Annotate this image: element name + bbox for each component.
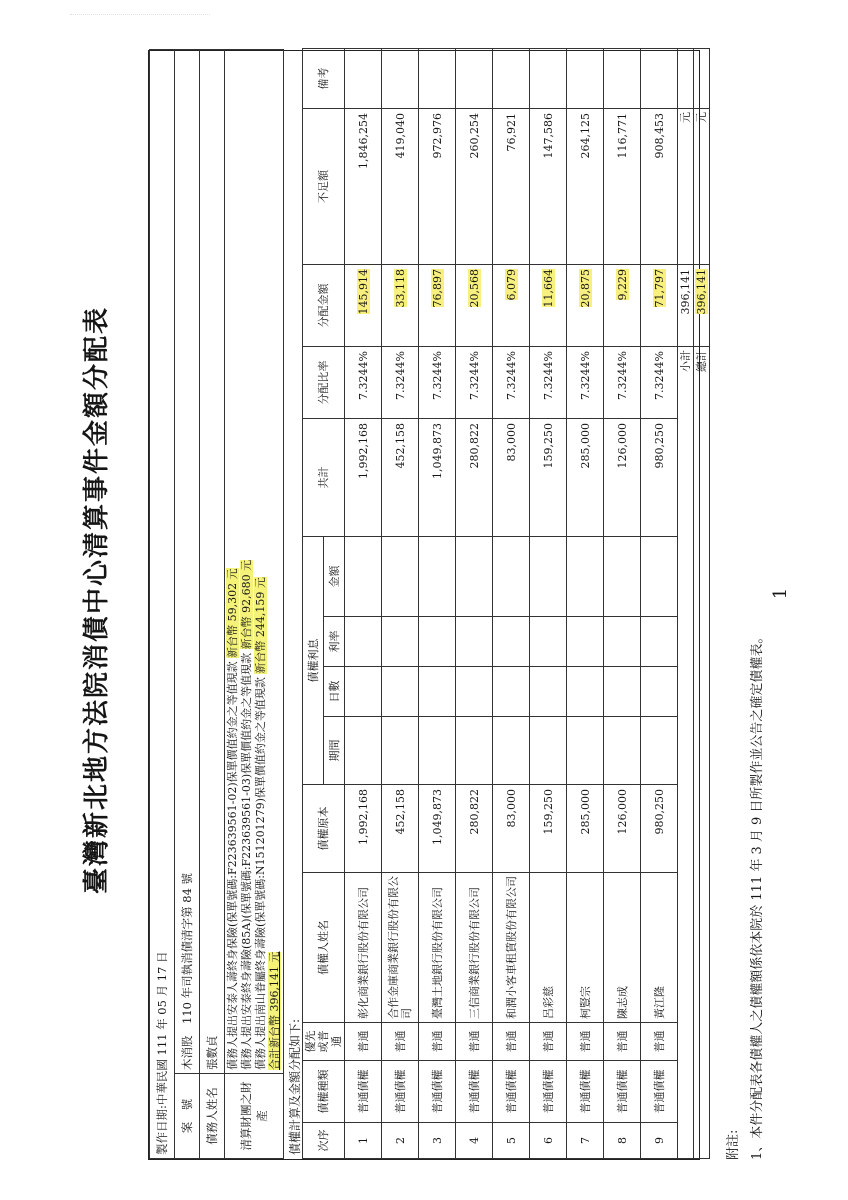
row-note	[456, 49, 493, 109]
row-dist-value: 6,079	[504, 269, 518, 301]
row-creditor: 和潤小客車租賃股份有限公司	[493, 873, 530, 1023]
row-priority: 普通	[530, 1023, 567, 1061]
asset-line-3	[254, 53, 268, 1070]
row-dist-value: 11,664	[541, 269, 555, 308]
row-rate	[493, 617, 530, 667]
col-principal: 債權原本	[303, 785, 345, 873]
grandtotal-dist-value: 396,141	[695, 269, 708, 315]
table-row	[567, 49, 604, 1159]
col-amount: 金額	[324, 537, 345, 617]
row-days	[382, 667, 419, 717]
row-ratio: 7.3244%	[493, 347, 530, 419]
row-rate	[567, 617, 604, 667]
row-period	[456, 717, 493, 785]
row-type: 普通債權	[456, 1061, 493, 1123]
row-ratio: 7.3244%	[604, 347, 641, 419]
row-note	[641, 49, 678, 109]
row-period	[604, 717, 641, 785]
row-creditor: 柯豎宗	[567, 873, 604, 1023]
row-dist	[493, 265, 530, 347]
row-rate	[456, 617, 493, 667]
row-dist-value: 71,797	[652, 269, 666, 308]
appendix-label: 附註:	[726, 1129, 741, 1160]
row-shortfall: 908,453	[641, 109, 678, 265]
row-days	[530, 667, 567, 717]
row-ratio: 7.3244%	[382, 347, 419, 419]
subtotal-label: 小計	[678, 347, 694, 1159]
row-priority: 普通	[345, 1023, 382, 1061]
grandtotal-label: 總計	[694, 347, 710, 1159]
row-rate	[345, 617, 382, 667]
assets-list	[225, 50, 284, 1074]
row-dist	[567, 265, 604, 347]
row-principal: 126,000	[604, 785, 641, 873]
row-days	[604, 667, 641, 717]
footer-notes	[722, 631, 770, 1160]
row-type: 普通債權	[567, 1061, 604, 1123]
row-dist	[456, 265, 493, 347]
subtotal-note	[678, 49, 694, 109]
col-type: 債權種類	[303, 1061, 345, 1123]
row-total: 1,992,168	[345, 419, 382, 537]
row-days	[641, 667, 678, 717]
date-row	[150, 50, 175, 1159]
row-amount	[456, 537, 493, 617]
row-days	[493, 667, 530, 717]
table-row	[604, 49, 641, 1159]
debtor-name: 張數貞	[200, 50, 225, 1074]
grandtotal-unit: 元	[694, 109, 710, 265]
row-dist	[345, 265, 382, 347]
row-priority: 普通	[382, 1023, 419, 1061]
table-row	[530, 49, 567, 1159]
row-principal: 83,000	[493, 785, 530, 873]
row-type: 普通債權	[641, 1061, 678, 1123]
row-no: 7	[567, 1123, 604, 1159]
row-shortfall: 116,771	[604, 109, 641, 265]
col-period: 期間	[324, 717, 345, 785]
row-total: 980,250	[641, 419, 678, 537]
row-note	[530, 49, 567, 109]
asset-amount: 新台幣 244,159 元	[254, 577, 267, 674]
table-row	[493, 49, 530, 1159]
row-ratio: 7.3244%	[345, 347, 382, 419]
row-principal: 1,992,168	[345, 785, 382, 873]
grandtotal-row	[694, 49, 710, 1159]
row-amount	[567, 537, 604, 617]
col-no: 次序	[303, 1123, 345, 1159]
row-creditor: 三信商業銀行股份有限公司	[456, 873, 493, 1023]
table-row	[382, 49, 419, 1159]
row-creditor: 合作金庫商業銀行股份有限公司	[382, 873, 419, 1023]
row-days	[419, 667, 456, 717]
asset-line-2	[240, 53, 254, 1070]
row-ratio: 7.3244%	[530, 347, 567, 419]
asset-total-line	[268, 53, 282, 1070]
col-creditor: 債權人姓名	[303, 873, 345, 1023]
row-creditor: 黃江隆	[641, 873, 678, 1023]
row-dist	[604, 265, 641, 347]
row-no: 4	[456, 1123, 493, 1159]
debtor-label: 債務人姓名	[200, 1074, 225, 1159]
row-rate	[530, 617, 567, 667]
row-period	[493, 717, 530, 785]
row-no: 2	[382, 1123, 419, 1159]
grandtotal-note	[694, 49, 710, 109]
col-interest-group: 債權利息	[303, 537, 324, 785]
row-priority: 普通	[493, 1023, 530, 1061]
row-priority: 普通	[567, 1023, 604, 1061]
asset-amount: 新台幣 59,302 元	[226, 568, 239, 658]
row-principal: 280,822	[456, 785, 493, 873]
date-label: 製作日期:中華民國	[155, 1059, 169, 1155]
row-principal: 159,250	[530, 785, 567, 873]
asset-amount: 新台幣 92,680 元	[240, 559, 253, 650]
row-ratio: 7.3244%	[567, 347, 604, 419]
row-amount	[604, 537, 641, 617]
col-shortfall: 不足額	[303, 109, 345, 265]
row-dist-value: 76,897	[430, 269, 444, 308]
row-shortfall: 1,846,254	[345, 109, 382, 265]
assets-label: 清算財團之財產	[225, 1074, 284, 1159]
row-no: 3	[419, 1123, 456, 1159]
row-total: 126,000	[604, 419, 641, 537]
document-title: 臺灣新北地方法院消債中心清算事件金額分配表	[82, 306, 112, 895]
row-amount	[493, 537, 530, 617]
section-label: 債權計算及金額分配如下:	[288, 1018, 302, 1155]
date-value: 111 年 05 月 17 日	[155, 951, 169, 1056]
col-days: 日數	[324, 667, 345, 717]
row-days	[567, 667, 604, 717]
row-note	[382, 49, 419, 109]
row-amount	[530, 537, 567, 617]
distribution-table	[302, 48, 710, 1159]
row-dist	[419, 265, 456, 347]
row-days	[345, 667, 382, 717]
row-creditor: 臺灣土地銀行股份有限公司	[419, 873, 456, 1023]
row-total: 285,000	[567, 419, 604, 537]
col-ratio: 分配比率	[303, 347, 345, 419]
table-frame	[148, 50, 708, 1160]
row-total: 1,049,873	[419, 419, 456, 537]
subtotal-unit: 元	[678, 109, 694, 265]
row-no: 6	[530, 1123, 567, 1159]
row-creditor: 呂彩慈	[530, 873, 567, 1023]
col-total: 共計	[303, 419, 345, 537]
table-row	[419, 49, 456, 1159]
row-total: 280,822	[456, 419, 493, 537]
row-dist	[530, 265, 567, 347]
row-no: 8	[604, 1123, 641, 1159]
row-shortfall: 147,586	[530, 109, 567, 265]
row-type: 普通債權	[604, 1061, 641, 1123]
subtotal-dist: 396,141	[678, 265, 694, 347]
row-type: 普通債權	[382, 1061, 419, 1123]
row-amount	[641, 537, 678, 617]
row-shortfall: 972,976	[419, 109, 456, 265]
row-type: 普通債權	[530, 1061, 567, 1123]
row-principal: 980,250	[641, 785, 678, 873]
row-total: 83,000	[493, 419, 530, 537]
row-note	[419, 49, 456, 109]
row-no: 1	[345, 1123, 382, 1159]
row-period	[382, 717, 419, 785]
table-row	[456, 49, 493, 1159]
row-amount	[419, 537, 456, 617]
table-row	[345, 49, 382, 1159]
col-priority: 優先或普通	[303, 1023, 345, 1061]
row-amount	[382, 537, 419, 617]
asset-text: 債務人提出南山眷屬終身壽險(保單號碼:N151201279)保單價值約金之等值現款	[254, 677, 267, 1070]
row-note	[345, 49, 382, 109]
row-priority: 普通	[604, 1023, 641, 1061]
row-note	[493, 49, 530, 109]
row-type: 普通債權	[419, 1061, 456, 1123]
row-period	[641, 717, 678, 785]
row-total: 452,158	[382, 419, 419, 537]
row-note	[567, 49, 604, 109]
row-rate	[382, 617, 419, 667]
row-priority: 普通	[419, 1023, 456, 1061]
case-label: 案 號	[175, 1074, 200, 1159]
assets-total: 合計新台幣 396,141 元	[268, 951, 281, 1070]
row-rate	[419, 617, 456, 667]
header-table	[149, 49, 284, 1159]
col-rate: 利率	[324, 617, 345, 667]
row-priority: 普通	[456, 1023, 493, 1061]
row-dist	[382, 265, 419, 347]
row-days	[456, 667, 493, 717]
row-period	[530, 717, 567, 785]
row-no: 9	[641, 1123, 678, 1159]
row-principal: 452,158	[382, 785, 419, 873]
note-1: 1、本件分配表各債權人之債權額係依本院於 111 年 3 月 9 日所製作並公告之確定債權表。	[750, 630, 765, 1160]
row-ratio: 7.3244%	[419, 347, 456, 419]
table-row	[641, 49, 678, 1159]
subtotal-row	[678, 49, 694, 1159]
row-type: 普通債權	[345, 1061, 382, 1123]
row-type: 普通債權	[493, 1061, 530, 1123]
row-no: 5	[493, 1123, 530, 1159]
col-dist: 分配金額	[303, 265, 345, 347]
asset-line-1	[226, 53, 240, 1070]
row-ratio: 7.3244%	[456, 347, 493, 419]
row-period	[567, 717, 604, 785]
row-dist-value: 145,914	[356, 269, 370, 315]
page-number: 1	[770, 587, 792, 600]
row-total: 159,250	[530, 419, 567, 537]
row-period	[419, 717, 456, 785]
row-amount	[345, 537, 382, 617]
row-dist-value: 20,568	[467, 269, 481, 308]
row-ratio: 7.3244%	[641, 347, 678, 419]
row-dist-value: 33,118	[393, 269, 407, 308]
row-dist-value: 20,875	[578, 269, 592, 308]
row-priority: 普通	[641, 1023, 678, 1061]
grandtotal-dist	[694, 265, 710, 347]
row-rate	[641, 617, 678, 667]
row-shortfall: 419,040	[382, 109, 419, 265]
row-creditor: 陳志成	[604, 873, 641, 1023]
asset-text: 債務人提出安泰終身壽險(85A)(保單號碼:F223639561-03)保單價值約金之等值現款	[240, 652, 253, 1070]
case-value: 木消股 110 年司執消債清字第 84 號	[175, 50, 200, 1074]
row-rate	[604, 617, 641, 667]
row-note	[604, 49, 641, 109]
row-principal: 1,049,873	[419, 785, 456, 873]
asset-text: 債務人提出安泰人壽終身保險(保單號碼:F223639561-02)保單價值約金之等值現款	[226, 661, 239, 1070]
row-dist	[641, 265, 678, 347]
row-dist-value: 9,229	[615, 269, 629, 301]
row-shortfall: 264,125	[567, 109, 604, 265]
row-shortfall: 260,254	[456, 109, 493, 265]
row-principal: 285,000	[567, 785, 604, 873]
row-shortfall: 76,921	[493, 109, 530, 265]
row-period	[345, 717, 382, 785]
row-creditor: 彰化商業銀行股份有限公司	[345, 873, 382, 1023]
col-note: 備考	[303, 49, 345, 109]
